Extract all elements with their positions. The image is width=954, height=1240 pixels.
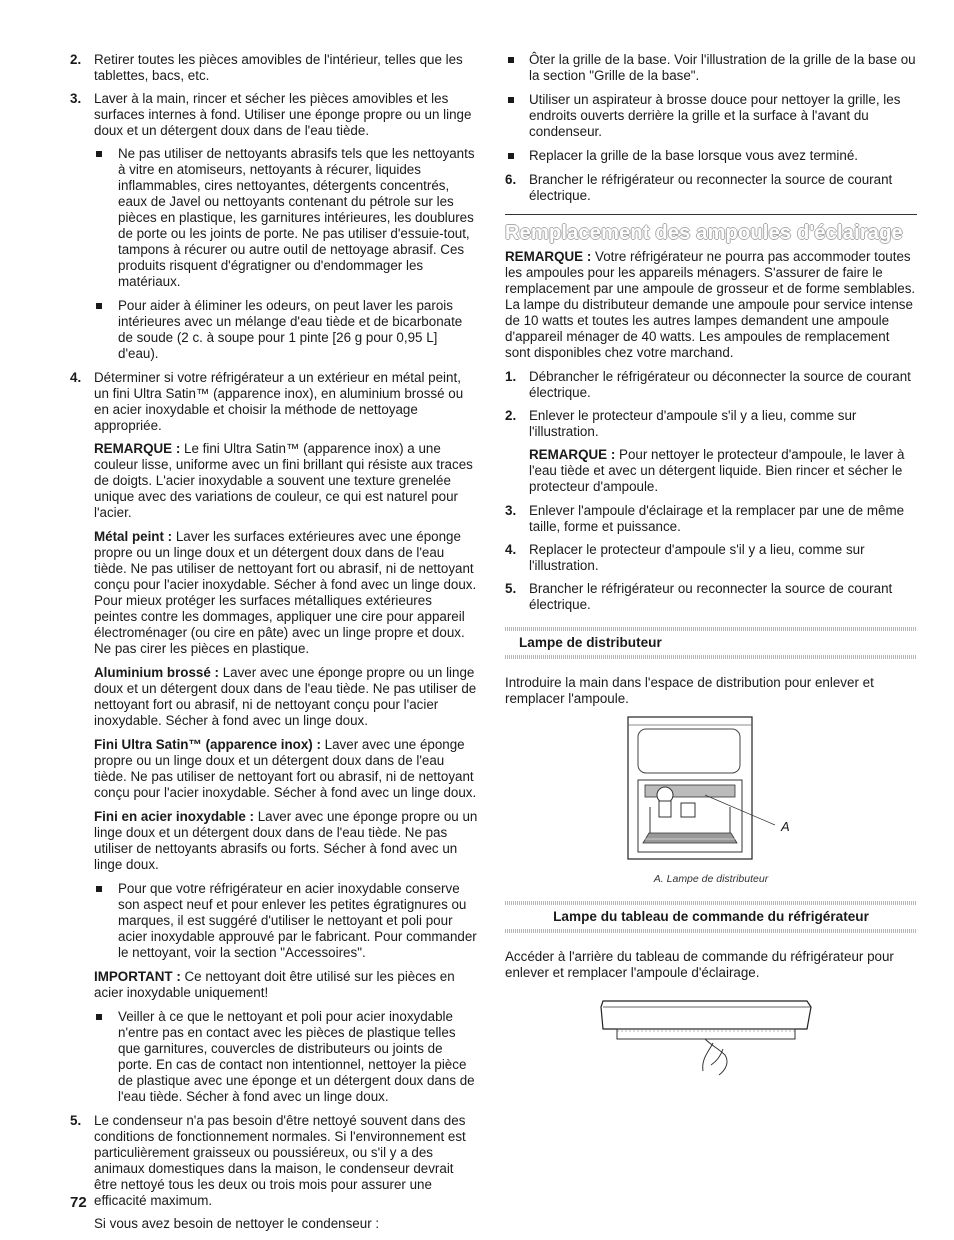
bullet-odor-tip: Pour aider à éliminer les odeurs, on peut laver les parois intérieures avec un mélange d'eau tiède et de bicarbonate de soude (2 c. à soupe pour 1 pinte [26 g pour 0,95 L] d'eau). xyxy=(70,298,478,362)
dispenser-illustration xyxy=(505,715,917,865)
important-note: IMPORTANT : Ce nettoyant doit être utilisé sur les pièces en acier inoxydable uniquement! xyxy=(94,969,455,1000)
painted-metal-paragraph: Métal peint : Laver les surfaces extérieures avec une éponge propre ou un linge doux et un détergent doux dans de l'eau tiède. Ne pas utiliser de nettoyant fort ou abrasif, ni de nettoyant conçu pour l'acier inoxydable. Sécher à fond avec un linge doux. Pour mieux protéger les surfaces métalliques extérieures peintes contre les dommages, appliquer une cire pour appareil électroménager (ou cire en pâte) avec un linge propre et doux. Ne pas cirer les pièces en plastique. xyxy=(94,529,477,656)
step-2: 2. Retirer toutes les pièces amovibles de l'intérieur, telles que les tablettes, bacs, etc. xyxy=(70,52,463,83)
brushed-aluminum-paragraph: Aluminium brossé : Laver avec une éponge propre ou un linge doux et un détergent doux dans de l'eau tiède. Ne pas utiliser de nettoyant fort ou abrasif, ni de nettoyant conçu pour l'acier inoxydable. Sécher à fond avec un linge doux. xyxy=(94,665,477,728)
bullet-stainless-cleaner: Pour que votre réfrigérateur en acier inoxydable conserve son aspect neuf et pour enlever les petites égratignures ou marques, il est suggéré d'utiliser le nettoyant et poli pour acier inoxydable approuvé par le fabricant. Pour commander le nettoyant, voir la section "Accessoires". xyxy=(70,881,478,961)
dispenser-drawing xyxy=(505,715,917,865)
bullet-replace-grille: Replacer la grille de la base lorsque vous avez terminé. xyxy=(505,148,917,164)
right-column xyxy=(505,52,917,1095)
bulb-step-1: 1. Débrancher le réfrigérateur ou déconnecter la source de courant électrique. xyxy=(505,369,911,400)
step-4: 4. Déterminer si votre réfrigérateur a un extérieur en métal peint, un fini Ultra Satin™ (apparence inox), en aluminium brossé ou en acier inoxydable et choisir la méthode de nettoyage appropriée. xyxy=(70,370,464,433)
bulb-step-5: 5. Brancher le réfrigérateur ou reconnecter la source de courant électrique. xyxy=(505,581,893,612)
dispenser-lamp-text: Introduire la main dans l'espace de distribution pour enlever et remplacer l'ampoule. xyxy=(505,675,874,706)
bullet-vacuum: Utiliser un aspirateur à brosse douce pour nettoyer la grille, les endroits ouverts derrière la grille et la surface à l'avant du condenseur. xyxy=(505,92,917,140)
step-6: 6. Brancher le réfrigérateur ou reconnecter la source de courant électrique. xyxy=(505,172,893,203)
section-title: Remplacement des ampoules d'éclairage xyxy=(505,222,903,244)
bullet-plastic-contact: Veiller à ce que le nettoyant et poli pour acier inoxydable n'entre pas en contact avec les pièces de plastique telles que garnitures, couvercles de distributeurs ou joints de porte. En cas de contact non intentionnel, nettoyer la pièce de plastique avec une éponge et un détergent doux dans de l'eau tiède. Sécher à fond avec un linge doux. xyxy=(70,1009,478,1105)
bulb-cover-note: REMARQUE : Pour nettoyer le protecteur d'ampoule, le laver à l'eau tiède et avec un détergent liquide. Bien rincer et sécher le protecteur d'ampoule. xyxy=(529,447,905,494)
stainless-paragraph: Fini en acier inoxydable : Laver avec une éponge propre ou un linge doux et un détergent doux dans de l'eau tiède. Ne pas utiliser de nettoyants abrasifs ou forts. Sécher à fond avec un linge doux. xyxy=(94,809,478,872)
section-divider xyxy=(505,214,917,215)
dispenser-caption: A. Lampe de distributeur xyxy=(653,873,769,885)
control-panel-illustration xyxy=(505,989,917,1089)
bullet-remove-grille: Ôter la grille de la base. Voir l'illustration de la grille de la base ou la section "Grille de la base". xyxy=(505,52,917,84)
bulb-step-2: 2. Enlever le protecteur d'ampoule s'il y a lieu, comme sur l'illustration. xyxy=(505,408,857,439)
ultra-satin-paragraph: Fini Ultra Satin™ (apparence inox) : Laver avec une éponge propre ou un linge doux et un détergent doux dans de l'eau tiède. Ne pas utiliser de nettoyant fort ou abrasif, ni de nettoyant conçu pour l'acier inoxydable. Sécher à fond avec un linge doux. xyxy=(94,737,477,800)
bulb-step-3: 3. Enlever l'ampoule d'éclairage et la remplacer par une de même taille, forme et puissance. xyxy=(505,503,905,534)
left-column xyxy=(70,52,478,1240)
control-panel-lamp-heading: Lampe du tableau de commande du réfrigérateur xyxy=(505,895,917,939)
bullet-abrasive-warning: Ne pas utiliser de nettoyants abrasifs tels que les nettoyants à vitre en atomiseurs, nettoyants à récurer, liquides inflammables, cires nettoyantes, détergents concentrés, eaux de Javel ou nettoyants contenant du pétrole sur les pièces en plastique, les garnitures intérieures, les doublures de porte ou les joints de porte. Ne pas utiliser d'essuie-tout, tampons à récurer ou autre outil de nettoyage abrasif. Ces produits risquent d'égratigner ou d'endommager les matériaux. xyxy=(70,146,478,290)
step-5: 5. Le condenseur n'a pas besoin d'être nettoyé souvent dans des conditions de fonctionnement normales. Si l'environnement est particulièrement graisseux ou poussiéreux, ou s'il y a des animaux domestiques dans la maison, le condenseur devrait être nettoyé tous les deux ou trois mois pour assurer une efficacité maximum. xyxy=(70,1113,466,1208)
note-ultra-satin: REMARQUE : Le fini Ultra Satin™ (apparence inox) a une couleur lisse, uniforme avec un fini brillant qui résiste aux traces de doigts. L'acier inoxydable a souvent une texture grenelée unique avec des variations de couleur, ce qui est naturel pour l'acier. xyxy=(94,441,473,520)
page-number: 72 xyxy=(70,1194,87,1211)
bulb-note: REMARQUE : Votre réfrigérateur ne pourra pas accommoder toutes les ampoules pour les appareils ménagers. S'assurer de faire le remplacement par une ampoule de grosseur et de forme semblables. La lampe du distributeur demande une ampoule pour service intense de 10 watts et toutes les autres lampes demandent une ampoule d'appareil ménager de 40 watts. Les ampoules de remplacement sont disponibles chez votre marchand. xyxy=(505,249,916,360)
dispenser-lamp-heading: Lampe de distributeur xyxy=(505,621,917,665)
step-3: 3. Laver à la main, rincer et sécher les pièces amovibles et les surfaces internes à fond. Utiliser une éponge propre ou un linge doux et un détergent doux dans de l'eau tiède. xyxy=(70,91,472,138)
control-panel-drawing xyxy=(505,989,917,1089)
bulb-step-4: 4. Replacer le protecteur d'ampoule s'il y a lieu, comme sur l'illustration. xyxy=(505,542,865,573)
figure-letter-a: A xyxy=(781,819,790,834)
control-panel-lamp-text: Accéder à l'arrière du tableau de commande du réfrigérateur pour enlever et remplacer l'ampoule d'éclairage. xyxy=(505,949,894,980)
condenser-intro: Si vous avez besoin de nettoyer le condenseur : xyxy=(94,1216,380,1231)
